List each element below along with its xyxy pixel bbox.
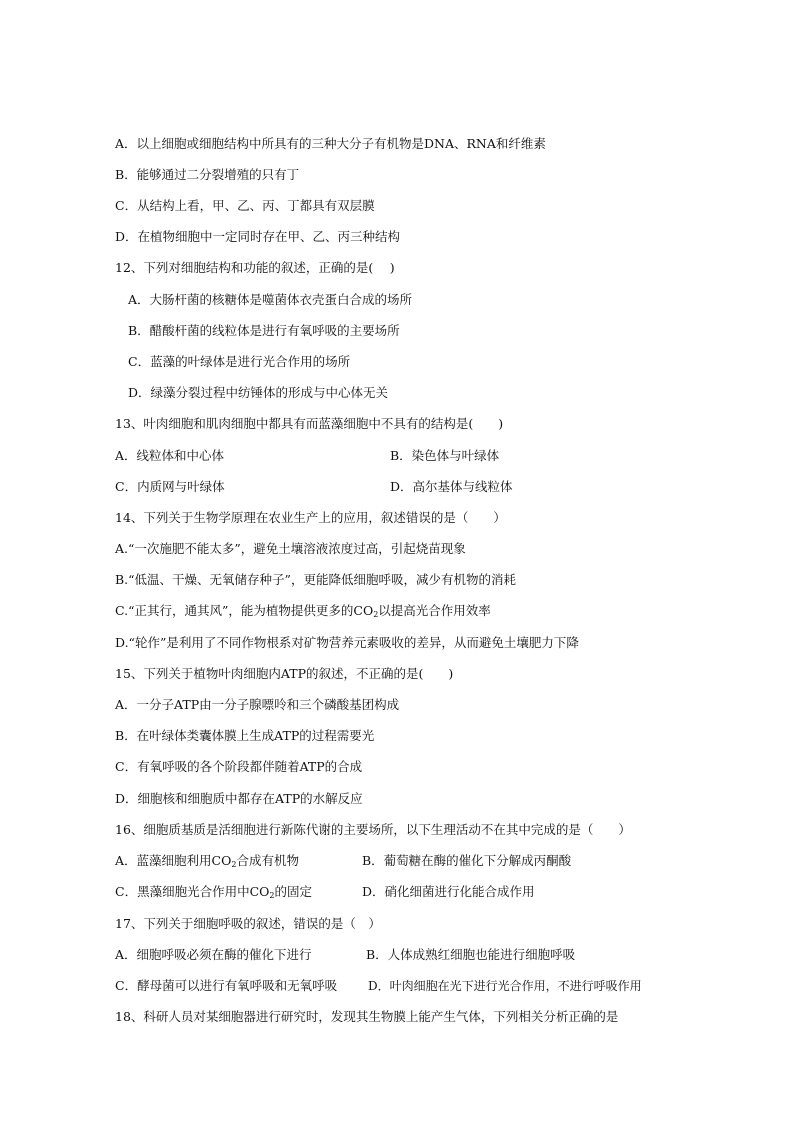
q12-option-a: A．大肠杆菌的核糖体是噬菌体衣壳蛋白合成的场所 [128,292,413,307]
q14-option-c-text-end: 以提高光合作用效率 [378,603,491,618]
q12-option-c: C．蓝藻的叶绿体是进行光合作用的场所 [128,354,351,369]
q13-option-c: C．内质网与叶绿体 [115,479,225,494]
q15-stem: 15、下列关于植物叶肉细胞内ATP的叙述，不正确的是( ) [115,666,454,681]
q17-option-b: B．人体成熟红细胞也能进行细胞呼吸 [366,947,576,962]
q14-stem: 14、下列关于生物学原理在农业生产上的应用，叙述错误的是（ ） [115,510,506,525]
q11-option-a: A．以上细胞或细胞结构中所具有的三种大分子有机物是DNA、RNA和纤维素 [115,136,546,151]
q17-stem: 17、下列关于细胞呼吸的叙述，错误的是（ ） [115,916,381,931]
q15-option-c: C．有氧呼吸的各个阶段都伴随着ATP的合成 [115,759,363,774]
q14-option-d: D.“轮作”是利用了不同作物根系对矿物营养元素吸收的差异，从而避免土壤肥力下降 [115,635,579,650]
q14-option-c [115,603,491,623]
q16-option-b: B．葡萄糖在酶的催化下分解成丙酮酸 [362,853,572,868]
q16-option-c [115,884,312,904]
q17-option-c: C．酵母菌可以进行有氧呼吸和无氧呼吸 [115,978,338,993]
co2-subscript: 2 [373,610,379,619]
q16-option-a-text: A．蓝藻细胞利用CO [115,853,232,868]
q17-option-a: A．细胞呼吸必须在酶的催化下进行 [115,947,312,962]
q16-option-c-text-end: 的固定 [274,884,312,899]
q13-option-b: B．染色体与叶绿体 [390,448,500,463]
q16-stem: 16、细胞质基质是活细胞进行新陈代谢的主要场所，以下生理活动不在其中完成的是（ ） [115,822,631,837]
co2-subscript: 2 [231,860,237,869]
q14-option-b: B.“低温、干燥、无氧储存种子”，更能降低细胞呼吸，减少有机物的消耗 [115,572,516,587]
q15-option-d: D．细胞核和细胞质中都存在ATP的水解反应 [115,791,363,806]
q11-option-d: D．在植物细胞中一定同时存在甲、乙、丙三种结构 [115,229,401,244]
q12-option-d: D．绿藻分裂过程中纺锤体的形成与中心体无关 [128,385,389,400]
q18-stem: 18、科研人员对某细胞器进行研究时，发现其生物膜上能产生气体，下列相关分析正确的是 [115,1009,619,1024]
q16-option-c-text: C．黑藻细胞光合作用中CO [115,884,270,899]
q14-option-c-text: C.“正其行，通其风”，能为植物提供更多的CO [115,603,374,618]
q16-option-a [115,853,299,873]
q11-option-c: C．从结构上看，甲、乙、丙、丁都具有双层膜 [115,198,375,213]
q16-option-d: D．硝化细菌进行化能合成作用 [362,884,535,899]
q12-stem: 12、下列对细胞结构和功能的叙述，正确的是( ) [115,260,395,275]
q12-option-b: B．醋酸杆菌的线粒体是进行有氧呼吸的主要场所 [128,323,400,338]
q11-option-b: B．能够通过二分裂增殖的只有丁 [115,167,300,182]
q13-option-d: D．高尔基体与线粒体 [390,479,513,494]
q15-option-a: A．一分子ATP由一分子腺嘌呤和三个磷酸基团构成 [115,697,400,712]
q17-option-d: D．叶肉细胞在光下进行光合作用，不进行呼吸作用 [368,979,642,993]
q13-option-a: A．线粒体和中心体 [115,448,225,463]
q14-option-a: A.“一次施肥不能太多”，避免土壤溶液浓度过高，引起烧苗现象 [115,541,466,556]
q16-option-a-text-end: 合成有机物 [236,853,299,868]
q13-stem: 13、叶肉细胞和肌肉细胞中都具有而蓝藻细胞中不具有的结构是( ) [115,416,504,431]
co2-subscript: 2 [269,891,275,900]
q15-option-b: B．在叶绿体类囊体膜上生成ATP的过程需要光 [115,728,375,743]
